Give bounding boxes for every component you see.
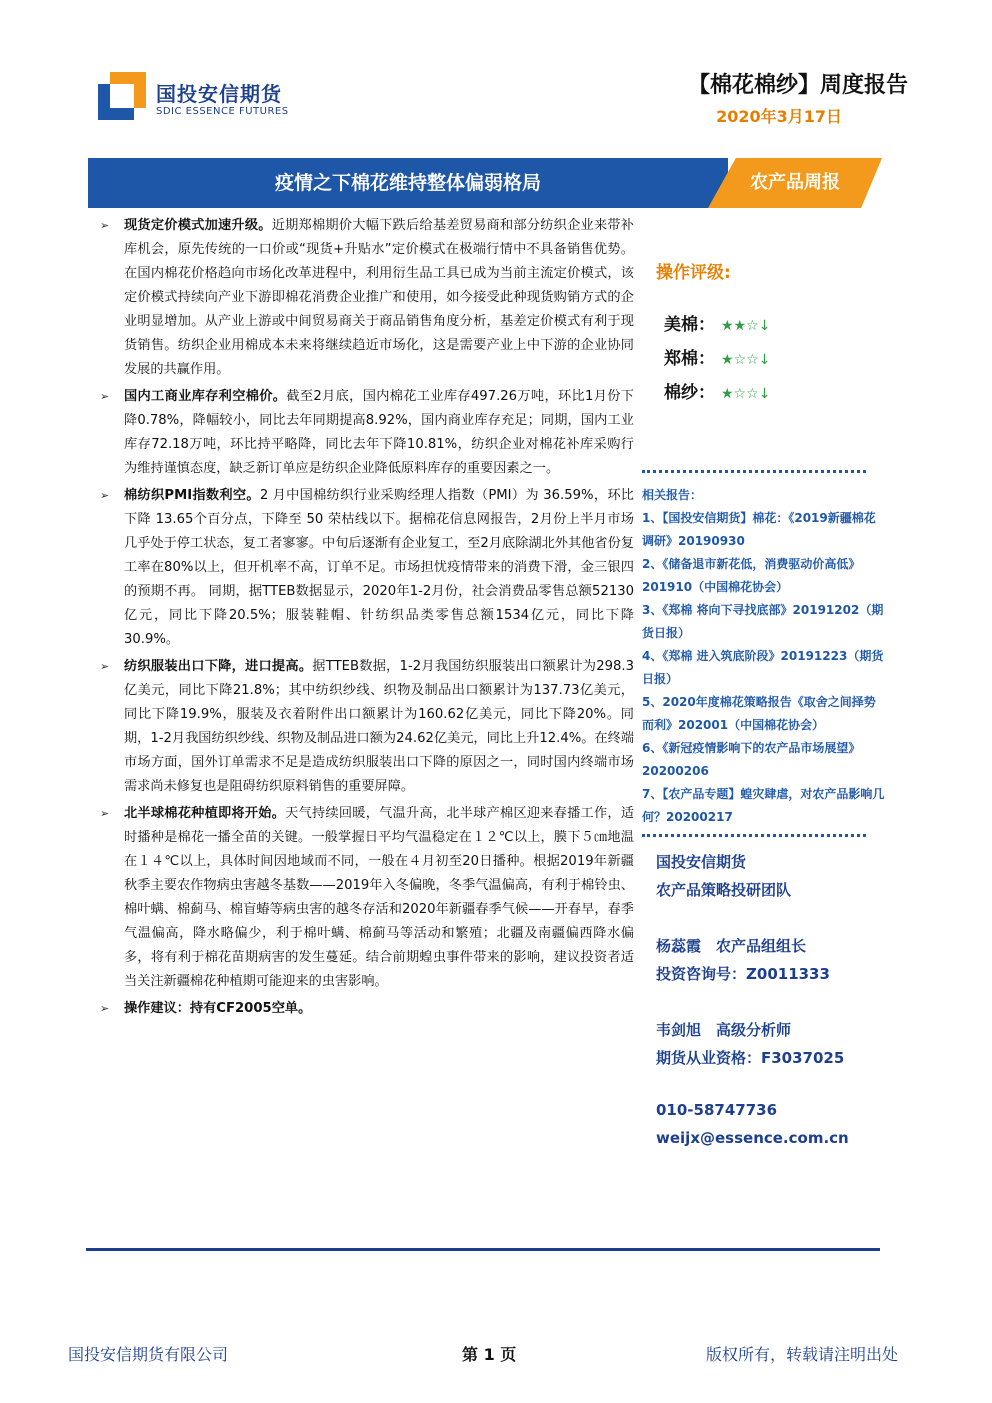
bullet-inventory xyxy=(100,385,634,481)
bullet-text: 据TTEB数据，1-2月我国纺织服装出口额累计为298.3亿美元，同比下降21.8%；其中纺织纱线、织物及制品出口额累计为137.73亿美元，同比下降19.9%，服装及衣着附件出口额累计为160.62亿美元，同比下降20%。同期，1-2月我国纺织纱线、织物及制品进口额为24.62亿美元，同比上升12.4%。在终端市场方面，国外订单需求不足是造成纺织服装出口下降的原因之一，同时国内终端市场需求尚未修复也是阻碍纺织原料销售的重要屏障。 xyxy=(124,659,634,794)
arrow-bullet-icon: ➢ xyxy=(100,219,110,232)
bullet-heading: 棉纺织PMI指数利空。 xyxy=(124,488,260,503)
bullet-heading: 现货定价模式加速升级。 xyxy=(124,218,272,233)
star-rating-icon: ★☆☆↓ xyxy=(721,386,771,402)
related-report-item[interactable]: 2、《储备退市新花低，消费驱动价高低》201910（中国棉花协会） xyxy=(642,557,861,594)
rating-label: 郑棉： xyxy=(664,349,715,369)
rating-label: 美棉： xyxy=(664,315,715,335)
arrow-bullet-icon: ➢ xyxy=(100,807,110,820)
bullet-heading: 操作建议：持有CF2005空单。 xyxy=(124,1001,312,1016)
contact-block xyxy=(656,848,886,1152)
arrow-bullet-icon: ➢ xyxy=(100,489,110,502)
bullet-pmi xyxy=(100,484,634,652)
title-banner xyxy=(88,158,882,208)
logo-text-en: SDIC ESSENCE FUTURES xyxy=(156,106,289,117)
arrow-bullet-icon: ➢ xyxy=(100,660,110,673)
report-title: 疫情之下棉花维持整体偏弱格局 xyxy=(274,172,541,194)
related-report-item[interactable]: 4、《郑棉 进入筑底阶段》20191223（期货日报） xyxy=(642,649,884,686)
related-report-item[interactable]: 7、【农产品专题】蝗灾肆虐，对农产品影响几何？20200217 xyxy=(642,787,885,824)
rating-title: 操作评级: xyxy=(656,263,731,283)
bullet-planting xyxy=(100,802,634,994)
bullet-recommendation xyxy=(100,997,634,1021)
rating-row-us-cotton xyxy=(664,310,770,335)
star-rating-icon: ★☆☆↓ xyxy=(721,352,771,368)
footer-divider xyxy=(86,1248,880,1251)
rating-row-cotton-yarn xyxy=(664,378,770,403)
footer-copyright: 版权所有，转载请注明出处 xyxy=(706,1345,899,1364)
arrow-bullet-icon: ➢ xyxy=(100,390,110,403)
related-report-item[interactable]: 3、《郑棉 将向下寻找底部》20191202（期货日报） xyxy=(642,603,884,640)
contact-email[interactable]: weijx@essence.com.cn xyxy=(656,1129,849,1147)
star-rating-icon: ★★☆↓ xyxy=(721,318,771,334)
rating-label: 棉纱： xyxy=(664,383,715,403)
footer-company: 国投安信期货有限公司 xyxy=(68,1345,229,1364)
related-reports-title: 相关报告： xyxy=(642,488,703,502)
report-type: 【棉花棉纱】周度报告 xyxy=(687,73,908,98)
contact-company: 国投安信期货 xyxy=(656,853,747,871)
bullet-trade xyxy=(100,655,634,799)
bullet-heading: 纺织服装出口下降，进口提高。 xyxy=(124,659,313,674)
dotted-divider xyxy=(642,834,866,837)
dotted-divider xyxy=(642,470,866,473)
bullet-text: 2 月中国棉纺织行业采购经理人指数（PMI）为 36.59%，环比下降 13.65个百分点，下降至 50 荣枯线以下。据棉花信息网报告，2月份上半月市场几乎处于停工状态，复工者寥寥。中旬后逐渐有企业复工，至2月底除湖北外其他省份复工率在80%以上，但开机率不高，订单不足。市场担忧疫情带来的消费下滑，金三银四的预期不再。 同期，据TTEB数据显示，2020年1-2月份，社会消费品零售总额52130亿元，同比下降20.5%；服装鞋帽、针纺织品类零售总额1534亿元，同比下降30.9%。 xyxy=(124,488,634,647)
bullet-heading: 国内工商业库存利空棉价。 xyxy=(124,389,287,404)
bullet-text: 天气持续回暖，气温升高，北半球产棉区迎来春播工作，适时播种是棉花一播全苗的关键。一般掌握日平均气温稳定在１２℃以上，膜下５㎝地温在１４℃以上，具体时间因地域而不同，一般在４月初至20日播种。根据2019年新疆秋季主要农作物病虫害越冬基数——2019年入冬偏晚，冬季气温偏高，有利于棉铃虫、棉叶螨、棉蓟马、棉盲蝽等病虫害的越冬存活和2020年新疆春季气候——开春早，春季气温偏高，降水略偏少，利于棉叶螨、棉蓟马等活动和繁殖；北疆及南疆偏西降水偏多，将有利于棉花苗期病害的发生蔓延。结合前期蝗虫事件带来的影响，建议投资者适当关注新疆棉花种植期可能迎来的虫害影响。 xyxy=(124,806,635,989)
analyst-1-license: 投资咨询号：Z0011333 xyxy=(656,965,830,983)
related-report-item[interactable]: 1、【国投安信期货】棉花：《2019新疆棉花调研》20190930 xyxy=(642,511,876,548)
bullet-text: 截至2月底，国内棉花工业库存497.26万吨，环比1月份下降0.78%，降幅较小，同比去年同期提高8.92%，国内商业库存充足；同期，国内工业库存72.18万吨，环比持平略降，同比去年下降10.81%，纺织企业对棉花补库采购行为维持谨慎态度，缺乏新订单应是纺织企业降低原料库存的重要因素之一。 xyxy=(124,389,634,476)
bullet-heading: 北半球棉花种植即将开始。 xyxy=(124,806,286,821)
related-reports xyxy=(642,486,886,829)
report-date: 2020年3月17日 xyxy=(716,107,842,126)
report-category-tag: 农产品周报 xyxy=(750,172,840,193)
analyst-1-name: 杨蕊霞 农产品组组长 xyxy=(656,937,807,955)
contact-team: 农产品策略投研团队 xyxy=(656,881,792,899)
logo-mark-icon xyxy=(98,72,146,120)
related-report-item[interactable]: 5、2020年度棉花策略报告《取舍之间择势而利》202001（中国棉花协会） xyxy=(642,695,876,732)
contact-phone: 010-58747736 xyxy=(656,1101,778,1119)
company-logo xyxy=(98,72,298,132)
analyst-2-name: 韦剑旭 高级分析师 xyxy=(656,1021,792,1039)
rating-row-zhengzhou-cotton xyxy=(664,344,770,369)
bullet-text: 近期郑棉期价大幅下跌后给基差贸易商和部分纺织企业来带补库机会，原先传统的一口价或“现货+升贴水”定价模式在极端行情中不具备销售优势。在国内棉花价格趋向市场化改革进程中，利用衍生品工具已成为当前主流定价模式，该定价模式持续向产业下游即棉花消费企业推广和使用，如今接受此种现货购销方式的企业明显增加。从产业上游或中间贸易商关于商品销售角度分析，基差定价模式有利于现货销售。纺织企业用棉成本未来将继续趋近市场化，这是需要产业上中下游的企业协同发展的共赢作用。 xyxy=(124,218,634,377)
bullet-spot-pricing xyxy=(100,214,634,382)
main-content xyxy=(100,214,634,1024)
analyst-2-license: 期货从业资格：F3037025 xyxy=(656,1049,845,1067)
logo-text-cn: 国投安信期货 xyxy=(156,82,282,106)
related-report-item[interactable]: 6、《新冠疫情影响下的农产品市场展望》20200206 xyxy=(642,741,861,778)
arrow-bullet-icon: ➢ xyxy=(100,1002,110,1015)
page-number: 第 1 页 xyxy=(462,1345,517,1364)
